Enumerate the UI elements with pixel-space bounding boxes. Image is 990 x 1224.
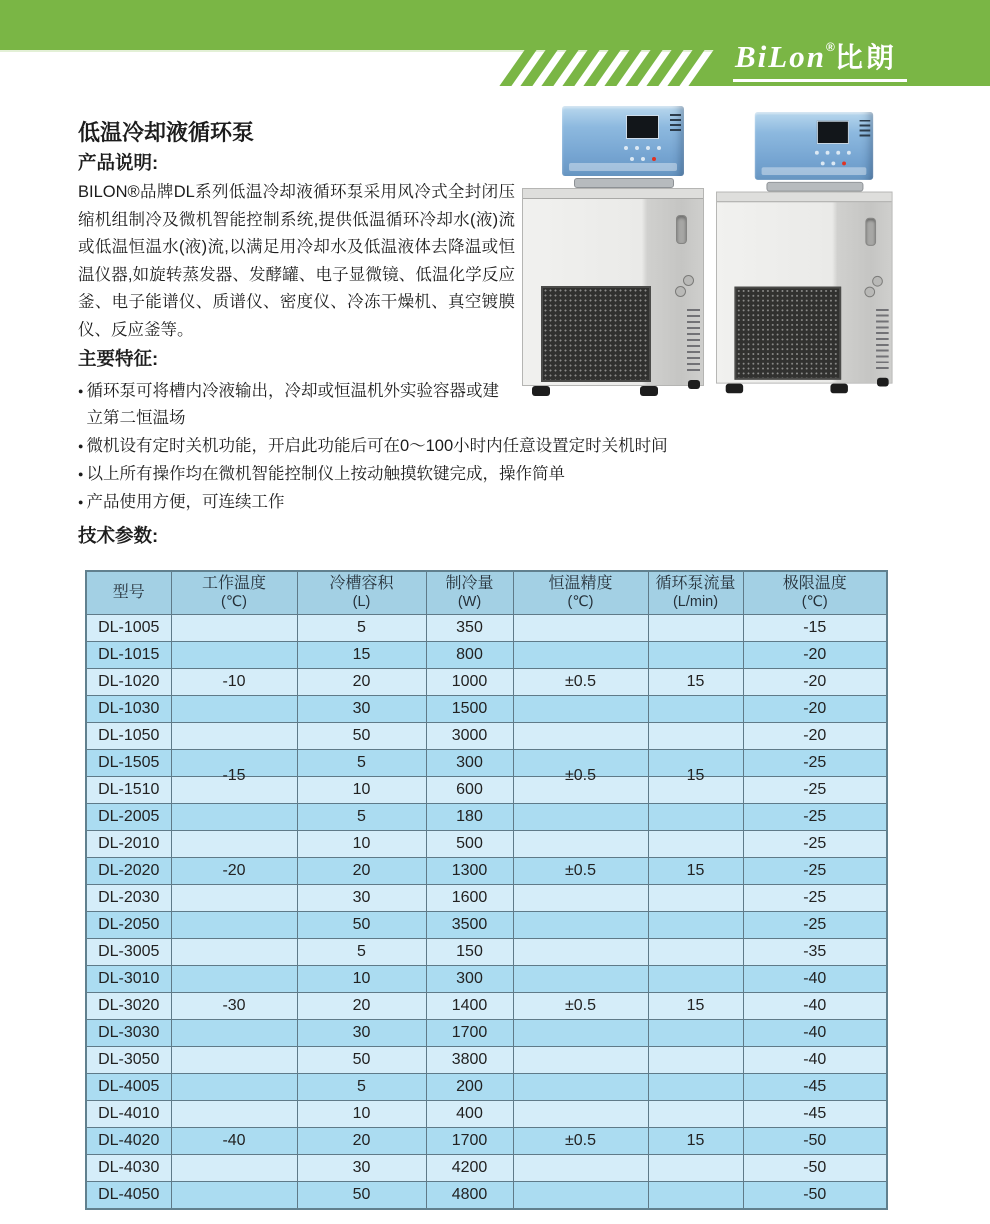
cell-model: DL-2005 bbox=[86, 804, 171, 831]
cell-limit-temp: -25 bbox=[743, 858, 887, 885]
cell-flow bbox=[648, 912, 743, 939]
cell-model: DL-4030 bbox=[86, 1155, 171, 1182]
registered-mark-icon: ® bbox=[825, 39, 835, 54]
cell-limit-temp: -25 bbox=[743, 885, 887, 912]
cell-flow bbox=[648, 966, 743, 993]
cell-work-temp bbox=[171, 723, 297, 750]
cell-flow bbox=[648, 1047, 743, 1074]
cell-volume: 50 bbox=[297, 1182, 426, 1210]
feature-text: 循环泵可将槽内冷液输出，冷却或恒温机外实验容器或建立第二恒温场 bbox=[86, 382, 499, 427]
column-header: 型号 bbox=[86, 571, 171, 615]
column-header: 极限温度 (℃) bbox=[743, 571, 887, 615]
cell-volume: 15 bbox=[297, 642, 426, 669]
cell-precision bbox=[513, 912, 648, 939]
table-row bbox=[86, 615, 887, 642]
cell-limit-temp: -45 bbox=[743, 1074, 887, 1101]
cell-work-temp bbox=[171, 750, 297, 784]
cell-work-temp: -30 bbox=[171, 993, 297, 1020]
column-header: 工作温度 (℃) bbox=[171, 571, 297, 615]
feature-text: 产品使用方便，可连续工作 bbox=[86, 493, 285, 511]
cell-model: DL-3010 bbox=[86, 966, 171, 993]
cell-precision bbox=[513, 1074, 648, 1101]
table-row bbox=[86, 642, 887, 669]
cell-model: DL-3005 bbox=[86, 939, 171, 966]
feature-item bbox=[78, 378, 514, 432]
cell-precision bbox=[513, 885, 648, 912]
cell-work-temp bbox=[171, 1155, 297, 1182]
cell-flow bbox=[648, 1074, 743, 1101]
cell-model: DL-1510 bbox=[86, 777, 171, 804]
cell-flow bbox=[648, 723, 743, 750]
table-row bbox=[86, 1101, 887, 1128]
cell-model: DL-4005 bbox=[86, 1074, 171, 1101]
cell-flow bbox=[648, 831, 743, 858]
cell-limit-temp: -20 bbox=[743, 669, 887, 696]
cell-model: DL-4020 bbox=[86, 1128, 171, 1155]
table-row bbox=[86, 966, 887, 993]
cell-work-temp: -40 bbox=[171, 1128, 297, 1155]
specs-heading: 技术参数: bbox=[78, 525, 159, 546]
cell-volume: 20 bbox=[297, 858, 426, 885]
cell-volume: 50 bbox=[297, 912, 426, 939]
table-row bbox=[86, 1155, 887, 1182]
cell-power: 600 bbox=[426, 777, 513, 804]
bullet-icon: ● bbox=[78, 469, 84, 479]
cell-flow: 15 bbox=[648, 1128, 743, 1155]
cell-volume: 20 bbox=[297, 993, 426, 1020]
cell-power: 200 bbox=[426, 1074, 513, 1101]
cell-precision bbox=[513, 1047, 648, 1074]
cell-flow bbox=[648, 1101, 743, 1128]
bullet-icon: ● bbox=[78, 497, 84, 507]
bullet-icon: ● bbox=[78, 386, 84, 396]
cell-precision bbox=[513, 831, 648, 858]
cell-precision bbox=[513, 939, 648, 966]
cell-volume: 5 bbox=[297, 615, 426, 642]
cell-flow bbox=[648, 804, 743, 831]
cell-work-temp bbox=[171, 1020, 297, 1047]
cell-model: DL-3020 bbox=[86, 993, 171, 1020]
cell-limit-temp: -25 bbox=[743, 777, 887, 804]
table-row bbox=[86, 885, 887, 912]
cell-volume: 50 bbox=[297, 723, 426, 750]
cell-precision bbox=[513, 615, 648, 642]
cell-flow bbox=[648, 1182, 743, 1210]
cell-limit-temp: -50 bbox=[743, 1182, 887, 1210]
cell-work-temp bbox=[171, 615, 297, 642]
cell-limit-temp: -40 bbox=[743, 1020, 887, 1047]
cell-model: DL-2030 bbox=[86, 885, 171, 912]
cell-flow: 15 bbox=[648, 993, 743, 1020]
cell-limit-temp: -20 bbox=[743, 723, 887, 750]
cell-power: 3800 bbox=[426, 1047, 513, 1074]
cell-work-temp bbox=[171, 939, 297, 966]
table-row bbox=[86, 1128, 887, 1155]
cell-power: 4800 bbox=[426, 1182, 513, 1210]
cell-limit-temp: -20 bbox=[743, 642, 887, 669]
cell-power: 3500 bbox=[426, 912, 513, 939]
cell-flow bbox=[648, 939, 743, 966]
cell-flow bbox=[648, 1020, 743, 1047]
product-description-heading: 产品说明: bbox=[78, 152, 159, 173]
cell-volume: 10 bbox=[297, 1101, 426, 1128]
cell-work-temp bbox=[171, 1047, 297, 1074]
cell-flow bbox=[648, 615, 743, 642]
cell-volume: 5 bbox=[297, 804, 426, 831]
cell-precision bbox=[513, 696, 648, 723]
cell-limit-temp: -50 bbox=[743, 1128, 887, 1155]
cell-precision: ±0.5 bbox=[513, 669, 648, 696]
cell-work-temp bbox=[171, 1182, 297, 1210]
cell-precision bbox=[513, 642, 648, 669]
table-row bbox=[86, 1074, 887, 1101]
column-header: 制冷量 (W) bbox=[426, 571, 513, 615]
table-row bbox=[86, 750, 887, 777]
merged-value: -15 bbox=[222, 767, 246, 784]
feature-item bbox=[78, 433, 912, 460]
cell-model: DL-2020 bbox=[86, 858, 171, 885]
cell-model: DL-1030 bbox=[86, 696, 171, 723]
cell-work-temp bbox=[171, 696, 297, 723]
cell-work-temp bbox=[171, 642, 297, 669]
cell-power: 400 bbox=[426, 1101, 513, 1128]
brand-logo bbox=[733, 36, 907, 82]
cell-volume: 5 bbox=[297, 939, 426, 966]
cell-precision: ±0.5 bbox=[513, 1128, 648, 1155]
cell-flow bbox=[648, 1155, 743, 1182]
merged-value: ±0.5 bbox=[564, 767, 597, 784]
cell-work-temp bbox=[171, 885, 297, 912]
cell-volume: 20 bbox=[297, 1128, 426, 1155]
cell-work-temp bbox=[171, 912, 297, 939]
cell-limit-temp: -40 bbox=[743, 1047, 887, 1074]
cell-volume: 5 bbox=[297, 1074, 426, 1101]
page-title: 低温冷却液循环泵 bbox=[78, 120, 255, 145]
cell-power: 180 bbox=[426, 804, 513, 831]
specs-table-body bbox=[86, 615, 887, 1210]
table-row bbox=[86, 1182, 887, 1210]
feature-text: 以上所有操作均在微机智能控制仪上按动触摸软键完成，操作简单 bbox=[86, 465, 565, 483]
cell-limit-temp: -50 bbox=[743, 1155, 887, 1182]
cell-precision bbox=[513, 750, 648, 784]
cell-power: 500 bbox=[426, 831, 513, 858]
cell-power: 150 bbox=[426, 939, 513, 966]
table-row bbox=[86, 912, 887, 939]
bullet-icon: ● bbox=[78, 441, 84, 451]
cell-power: 1700 bbox=[426, 1128, 513, 1155]
cell-volume: 30 bbox=[297, 1155, 426, 1182]
table-row bbox=[86, 669, 887, 696]
cell-flow: 15 bbox=[648, 858, 743, 885]
cell-limit-temp: -40 bbox=[743, 993, 887, 1020]
cell-model: DL-4010 bbox=[86, 1101, 171, 1128]
table-row bbox=[86, 858, 887, 885]
cell-limit-temp: -20 bbox=[743, 696, 887, 723]
cell-work-temp bbox=[171, 1074, 297, 1101]
cell-limit-temp: -25 bbox=[743, 912, 887, 939]
cell-model: DL-3050 bbox=[86, 1047, 171, 1074]
cell-power: 300 bbox=[426, 750, 513, 777]
cell-precision: ±0.5 bbox=[513, 993, 648, 1020]
cell-volume: 20 bbox=[297, 669, 426, 696]
table-row bbox=[86, 804, 887, 831]
table-row bbox=[86, 939, 887, 966]
cell-precision bbox=[513, 1101, 648, 1128]
table-row bbox=[86, 1020, 887, 1047]
cell-work-temp bbox=[171, 966, 297, 993]
cell-limit-temp: -25 bbox=[743, 750, 887, 777]
cell-limit-temp: -45 bbox=[743, 1101, 887, 1128]
product-description: BILON®品牌DL系列低温冷却液循环泵采用风冷式全封闭压缩机组制冷及微机智能控制系统,提供低温循环冷却水(液)流或低温恒温水(液)流,以满足用冷却水及低温液体去降温或恒温仪器,如旋转蒸发器、发酵罐、电子显微镜、低温化学反应釜、电子能谱仪、质谱仪、密度仪、冷冻干燥机、真空镀膜仪、反应釜等。 bbox=[78, 183, 515, 339]
cell-model: DL-1005 bbox=[86, 615, 171, 642]
brand-logo-script: BiLon bbox=[735, 39, 826, 74]
cell-model: DL-2050 bbox=[86, 912, 171, 939]
cell-precision bbox=[513, 1020, 648, 1047]
cell-volume: 30 bbox=[297, 885, 426, 912]
cell-flow bbox=[648, 642, 743, 669]
feature-item bbox=[78, 489, 912, 516]
cell-precision bbox=[513, 1155, 648, 1182]
features-list bbox=[78, 378, 912, 516]
cell-work-temp: -10 bbox=[171, 669, 297, 696]
column-header: 冷槽容积 (L) bbox=[297, 571, 426, 615]
cell-limit-temp: -35 bbox=[743, 939, 887, 966]
cell-volume: 50 bbox=[297, 1047, 426, 1074]
cell-volume: 30 bbox=[297, 696, 426, 723]
cell-model: DL-1015 bbox=[86, 642, 171, 669]
cell-power: 1400 bbox=[426, 993, 513, 1020]
cell-power: 300 bbox=[426, 966, 513, 993]
table-row bbox=[86, 723, 887, 750]
cell-flow bbox=[648, 750, 743, 784]
cell-power: 1300 bbox=[426, 858, 513, 885]
feature-item bbox=[78, 461, 912, 488]
cell-precision bbox=[513, 804, 648, 831]
cell-power: 4200 bbox=[426, 1155, 513, 1182]
table-row bbox=[86, 1047, 887, 1074]
cell-power: 1700 bbox=[426, 1020, 513, 1047]
cell-power: 350 bbox=[426, 615, 513, 642]
table-row bbox=[86, 831, 887, 858]
cell-limit-temp: -15 bbox=[743, 615, 887, 642]
cell-flow bbox=[648, 696, 743, 723]
cell-precision bbox=[513, 966, 648, 993]
cell-volume: 10 bbox=[297, 831, 426, 858]
cell-flow: 15 bbox=[648, 669, 743, 696]
cell-power: 1600 bbox=[426, 885, 513, 912]
cell-power: 1500 bbox=[426, 696, 513, 723]
specs-table-header bbox=[86, 571, 887, 615]
cell-work-temp bbox=[171, 831, 297, 858]
cell-volume: 5 bbox=[297, 750, 426, 777]
cell-volume: 30 bbox=[297, 1020, 426, 1047]
cell-model: DL-1505 bbox=[86, 750, 171, 777]
cell-limit-temp: -40 bbox=[743, 966, 887, 993]
merged-value: 15 bbox=[686, 767, 705, 784]
table-row bbox=[86, 696, 887, 723]
cell-work-temp: -20 bbox=[171, 858, 297, 885]
cell-model: DL-2010 bbox=[86, 831, 171, 858]
features-heading: 主要特征: bbox=[78, 348, 159, 369]
cell-model: DL-1050 bbox=[86, 723, 171, 750]
cell-volume: 10 bbox=[297, 777, 426, 804]
cell-work-temp bbox=[171, 804, 297, 831]
table-row bbox=[86, 993, 887, 1020]
cell-model: DL-1020 bbox=[86, 669, 171, 696]
cell-model: DL-4050 bbox=[86, 1182, 171, 1210]
cell-model: DL-3030 bbox=[86, 1020, 171, 1047]
cell-flow bbox=[648, 885, 743, 912]
cell-volume: 10 bbox=[297, 966, 426, 993]
cell-precision bbox=[513, 1182, 648, 1210]
specs-table bbox=[85, 570, 888, 1210]
cell-precision: ±0.5 bbox=[513, 858, 648, 885]
cell-limit-temp: -25 bbox=[743, 831, 887, 858]
brand-logo-cjk: 比朗 bbox=[834, 42, 897, 73]
cell-precision bbox=[513, 723, 648, 750]
column-header: 恒温精度 (℃) bbox=[513, 571, 648, 615]
cell-power: 3000 bbox=[426, 723, 513, 750]
cell-limit-temp: -25 bbox=[743, 804, 887, 831]
cell-power: 1000 bbox=[426, 669, 513, 696]
brand-stripes bbox=[512, 50, 722, 86]
column-header: 循环泵流量 (L/min) bbox=[648, 571, 743, 615]
feature-text: 微机设有定时关机功能，开启此功能后可在0～100小时内任意设置定时关机时间 bbox=[86, 437, 668, 455]
cell-power: 800 bbox=[426, 642, 513, 669]
cell-work-temp bbox=[171, 1101, 297, 1128]
